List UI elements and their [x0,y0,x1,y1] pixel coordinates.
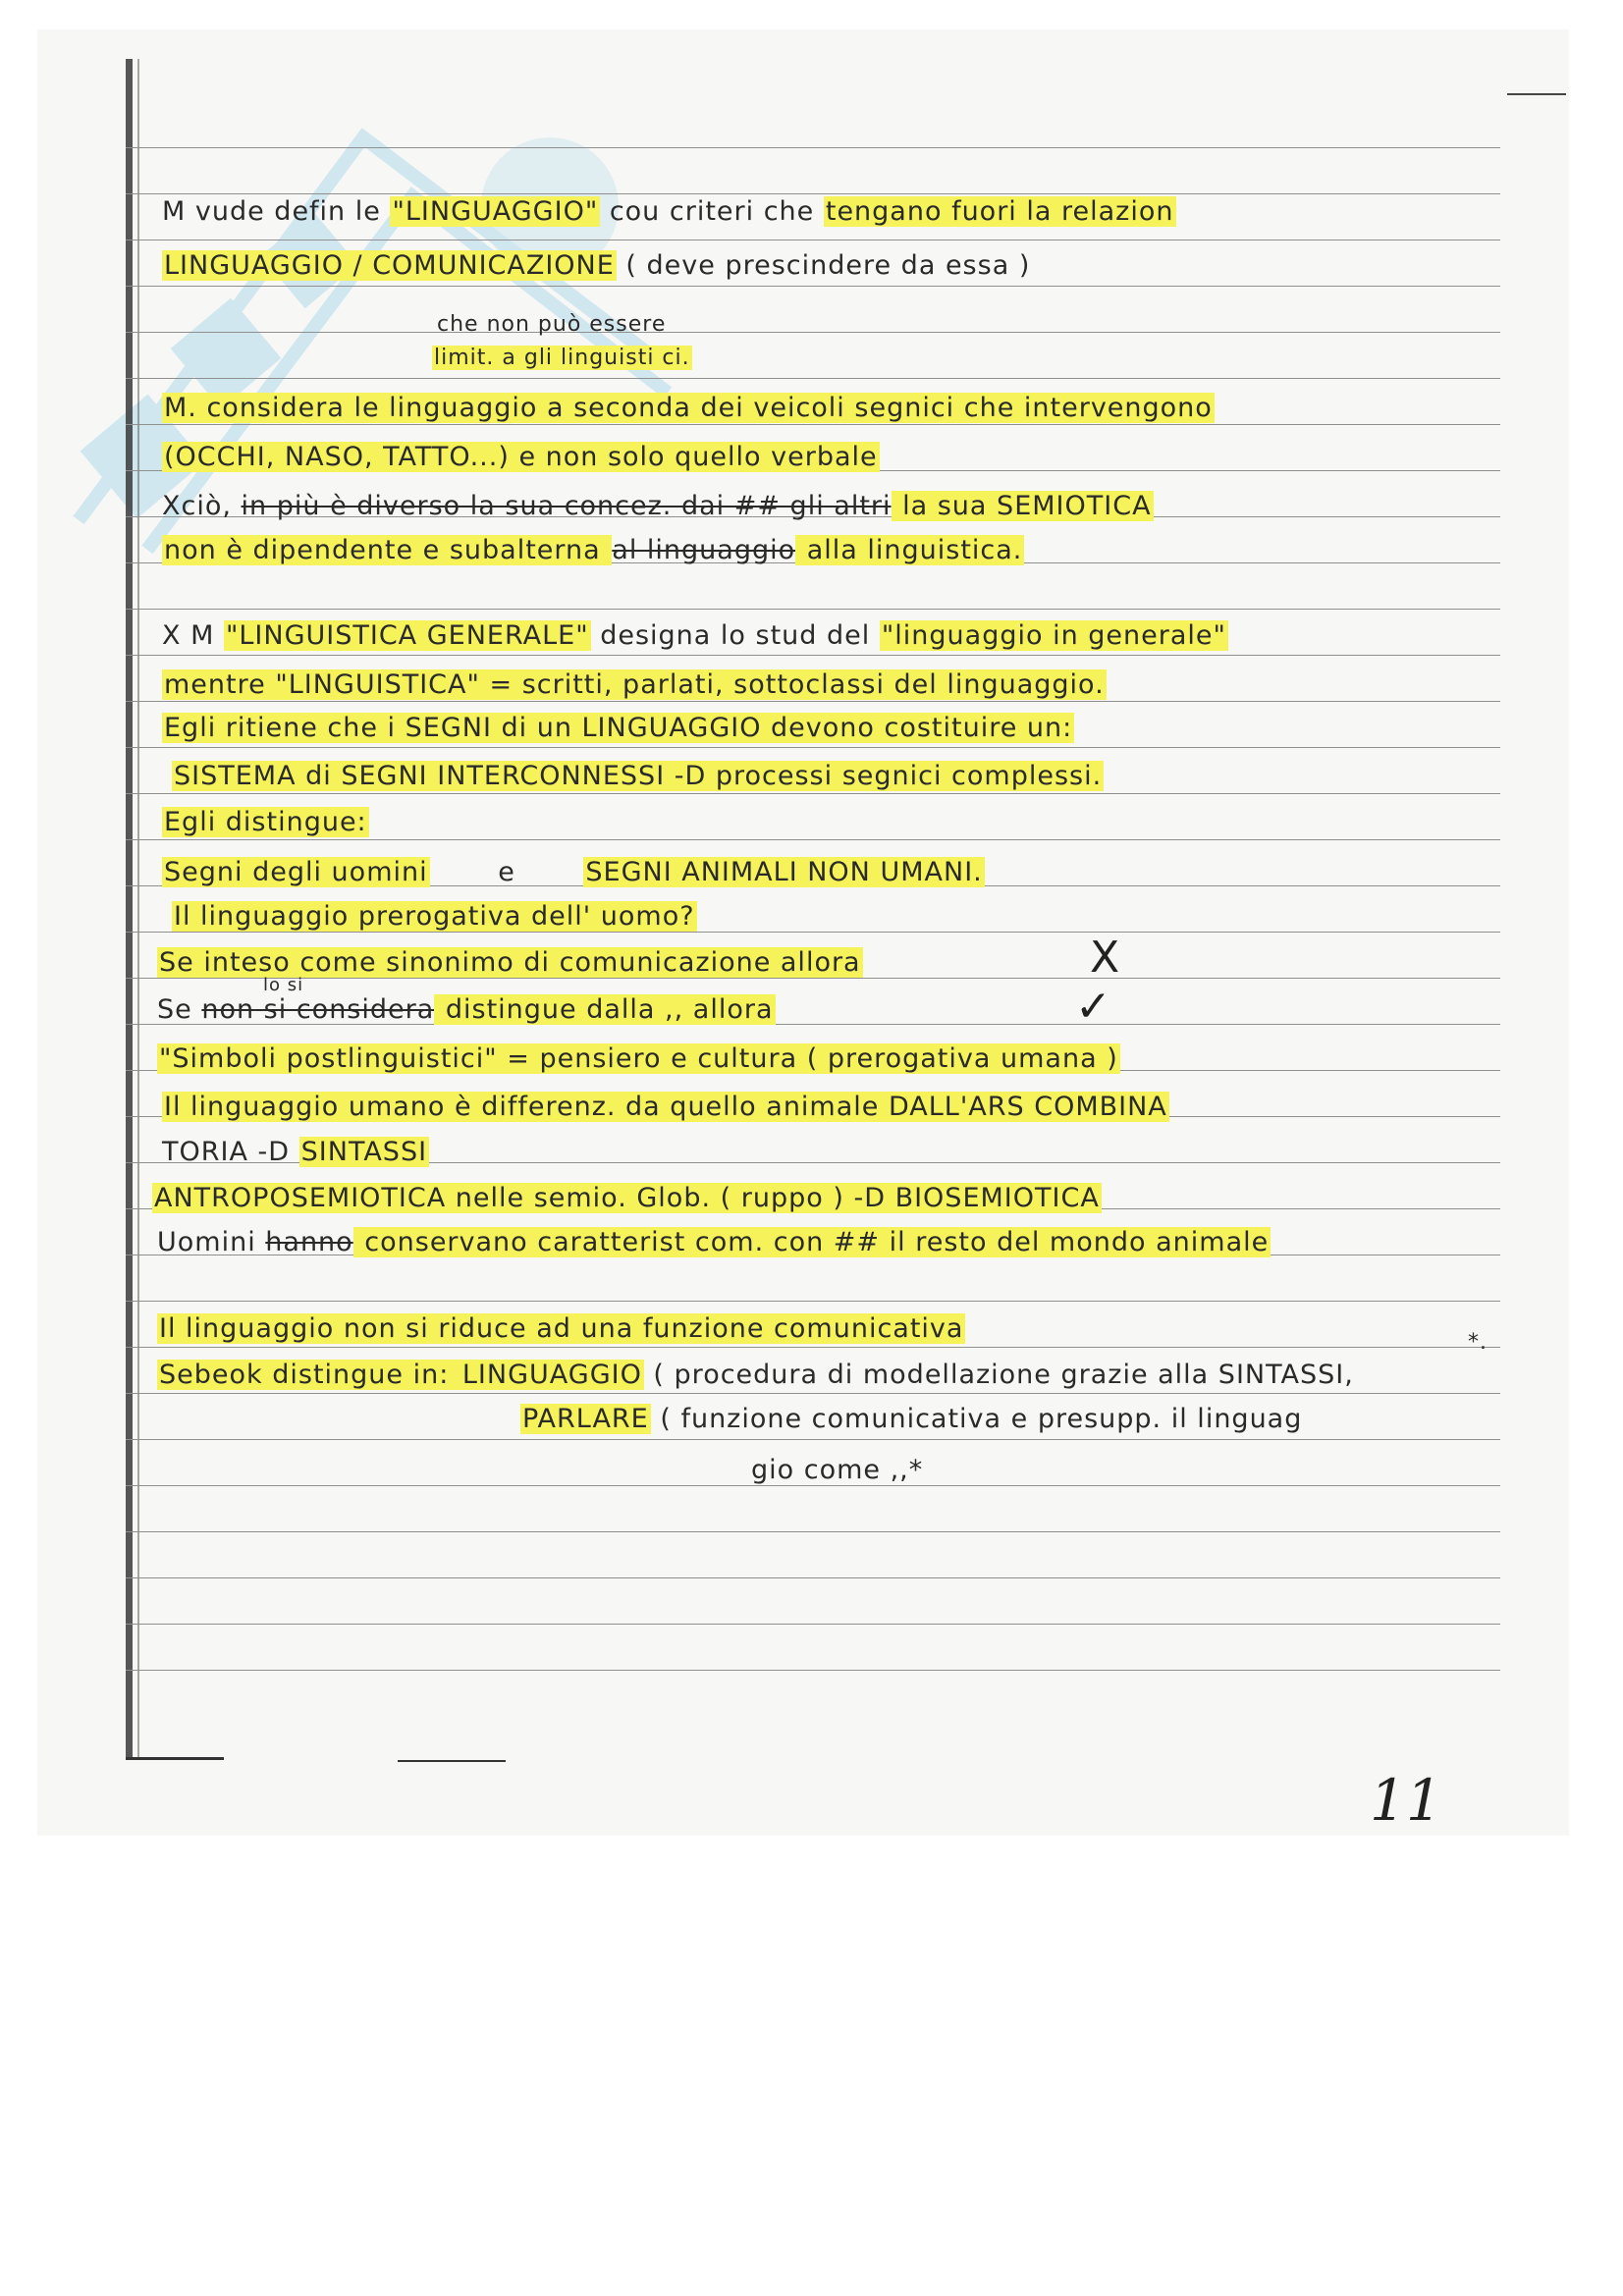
ruled-line [126,286,1500,287]
note-asterisk: *. [1468,1330,1488,1355]
note-line-24: PARLARE ( funzione comunicativa e presupp. il linguag [522,1404,1303,1434]
note-line-16: Se non si considera distingue dalla ,, allora [157,994,774,1025]
ruled-line [126,1439,1500,1440]
note-line-25: gio come ,,* [751,1455,924,1485]
check-mark-icon: ✓ [1075,982,1111,1032]
note-line-10: Egli ritiene che i SEGNI di un LINGUAGGIO devono costituire un: [164,713,1073,743]
note-line-15: Se inteso come sinonimo di comunicazione allora [159,947,861,978]
top-edge-mark [1507,93,1566,95]
note-line-13: Segni degli uomini e SEGNI ANIMALI NON UMANI. [164,857,983,887]
ruled-line [126,655,1500,656]
cross-mark-icon: X [1090,933,1120,983]
note-line-19: TORIA -D SINTASSI [162,1137,428,1167]
note-line-12: Egli distingue: [164,807,367,837]
ruled-line [126,1624,1500,1625]
ruled-line [126,793,1500,794]
bottom-rule-left [126,1757,224,1760]
note-line-5: (OCCHI, NASO, TATTO...) e non solo quello verbale [164,442,878,472]
ruled-line [126,932,1500,933]
ruled-line [126,1531,1500,1532]
ruled-line [126,839,1500,840]
note-line-20: ANTROPOSEMIOTICA nelle semio. Glob. ( ruppo ) -D BIOSEMIOTICA [154,1183,1100,1213]
note-line-11: SISTEMA di SEGNI INTERCONNESSI -D processi segnici complessi. [174,761,1103,791]
ruled-line [126,1301,1500,1302]
ruled-line [126,747,1500,748]
note-line-9: mentre "LINGUISTICA" = scritti, parlati, sottoclassi del linguaggio. [164,669,1105,700]
note-line-3a: che non può essere [437,312,667,337]
ruled-line [126,332,1500,333]
note-line-23: Sebeok distingue in: LINGUAGGIO ( procedura di modellazione grazie alla SINTASSI, [159,1360,1354,1390]
ruled-line [126,378,1500,379]
note-line-3b: limit. a gli linguisti ci. [434,346,690,370]
bottom-rule-right [398,1760,506,1762]
note-line-14: Il linguaggio prerogativa dell' uomo? [174,901,695,932]
note-line-16-insert: lo si [263,975,304,995]
ruled-line [126,1393,1500,1394]
note-line-2: LINGUAGGIO / COMUNICAZIONE ( deve prescindere da essa ) [164,250,1031,281]
ruled-line [126,978,1500,979]
note-line-8: X M "LINGUISTICA GENERALE" designa lo stud del "linguaggio in generale" [162,620,1226,651]
ruled-line [126,1485,1500,1486]
note-line-17: "Simboli postlinguistici" = pensiero e cultura ( prerogativa umana ) [159,1043,1118,1074]
ruled-line [126,1577,1500,1578]
ruled-line [126,1347,1500,1348]
ruled-line [126,1670,1500,1671]
ruled-line [126,193,1500,194]
note-line-4: M. considera le linguaggio a seconda dei veicoli segnici che intervengono [164,393,1213,423]
ruled-line [126,701,1500,702]
ruled-line [126,609,1500,610]
note-line-22: Il linguaggio non si riduce ad una funzione comunicativa [159,1313,964,1344]
note-line-21: Uomini hanno conservano caratterist com. con ## il resto del mondo animale [157,1227,1270,1257]
note-line-18: Il linguaggio umano è differenz. da quello animale DALL'ARS COMBINA [164,1092,1167,1122]
note-line-6: Xciò, in più è diverso la sua concez. dai ## gli altri la sua SEMIOTICA [162,491,1152,521]
margin-bar [126,59,133,1757]
ruled-line [126,147,1500,148]
ruled-line [126,424,1500,425]
note-line-1: M vude defin le "LINGUAGGIO" cou criteri che tengano fuori la relazion [162,196,1174,227]
margin-bar-inner [137,59,139,1757]
page-number: 11 [1370,1767,1442,1834]
note-line-7: non è dipendente e subalterna al linguaggio alla linguistica. [164,535,1023,565]
